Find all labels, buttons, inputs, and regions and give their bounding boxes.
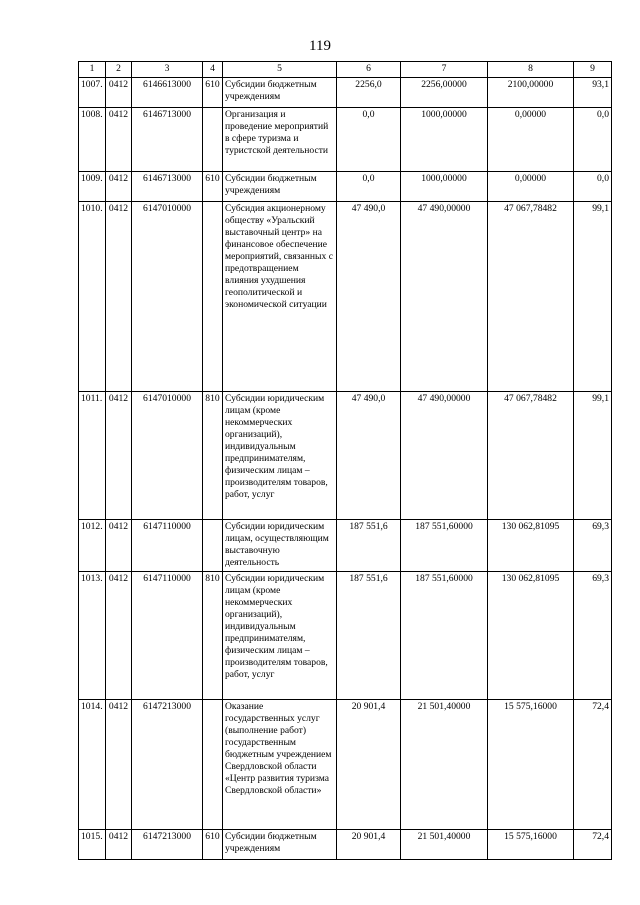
actual-amount-cell: 130 062,81095 <box>488 520 574 572</box>
section-code-cell: 0412 <box>106 202 132 392</box>
actual-amount-cell: 130 062,81095 <box>488 572 574 700</box>
expense-type-cell <box>203 108 223 172</box>
expense-type-cell: 610 <box>203 172 223 202</box>
column-header-3: 3 <box>132 62 203 78</box>
actual-amount-cell: 0,00000 <box>488 172 574 202</box>
plan-amount-cell: 47 490,0 <box>337 392 401 520</box>
revised-amount-cell: 2256,00000 <box>401 78 488 108</box>
table-row <box>79 700 612 830</box>
plan-amount-cell: 187 551,6 <box>337 520 401 572</box>
plan-amount-cell: 187 551,6 <box>337 572 401 700</box>
percent-cell: 0,0 <box>574 172 612 202</box>
name-cell: Организация и проведение мероприятий в сфере туризма и туристской деятельности <box>223 108 337 172</box>
name-cell: Субсидии юридическим лицам (кроме некоммерческих организаций), индивидуальным предпринимателям, физическим лицам – производителям товаров, работ, услуг <box>223 392 337 520</box>
plan-amount-cell: 2256,0 <box>337 78 401 108</box>
column-header-4: 4 <box>203 62 223 78</box>
section-code-cell: 0412 <box>106 172 132 202</box>
plan-amount-cell: 0,0 <box>337 172 401 202</box>
table-row <box>79 572 612 700</box>
percent-cell: 72,4 <box>574 700 612 830</box>
plan-amount-cell: 20 901,4 <box>337 830 401 860</box>
column-header-6: 6 <box>337 62 401 78</box>
row-number-cell: 1013. <box>79 572 106 700</box>
target-code-cell: 6146713000 <box>132 108 203 172</box>
target-code-cell: 6147213000 <box>132 830 203 860</box>
expense-type-cell <box>203 202 223 392</box>
percent-cell: 93,1 <box>574 78 612 108</box>
actual-amount-cell: 2100,00000 <box>488 78 574 108</box>
percent-cell: 99,1 <box>574 392 612 520</box>
table-header-row <box>79 62 612 78</box>
column-header-1: 1 <box>79 62 106 78</box>
actual-amount-cell: 15 575,16000 <box>488 700 574 830</box>
name-cell: Субсидии бюджетным учреждениям <box>223 830 337 860</box>
plan-amount-cell: 0,0 <box>337 108 401 172</box>
plan-amount-cell: 20 901,4 <box>337 700 401 830</box>
actual-amount-cell: 15 575,16000 <box>488 830 574 860</box>
percent-cell: 72,4 <box>574 830 612 860</box>
revised-amount-cell: 187 551,60000 <box>401 572 488 700</box>
row-number-cell: 1009. <box>79 172 106 202</box>
row-number-cell: 1011. <box>79 392 106 520</box>
target-code-cell: 6147010000 <box>132 392 203 520</box>
revised-amount-cell: 21 501,40000 <box>401 830 488 860</box>
revised-amount-cell: 47 490,00000 <box>401 202 488 392</box>
column-header-7: 7 <box>401 62 488 78</box>
table-row <box>79 202 612 392</box>
target-code-cell: 6147213000 <box>132 700 203 830</box>
section-code-cell: 0412 <box>106 392 132 520</box>
expense-type-cell: 610 <box>203 78 223 108</box>
percent-cell: 69,3 <box>574 572 612 700</box>
percent-cell: 69,3 <box>574 520 612 572</box>
target-code-cell: 6147110000 <box>132 520 203 572</box>
revised-amount-cell: 47 490,00000 <box>401 392 488 520</box>
column-header-9: 9 <box>574 62 612 78</box>
table-row <box>79 172 612 202</box>
name-cell: Субсидии юридическим лицам (кроме некоммерческих организаций), индивидуальным предпринимателям, физическим лицам – производителям товаров, работ, услуг <box>223 572 337 700</box>
target-code-cell: 6147110000 <box>132 572 203 700</box>
section-code-cell: 0412 <box>106 700 132 830</box>
expense-type-cell: 810 <box>203 572 223 700</box>
name-cell: Субсидии юридическим лицам, осуществляющим выставочную деятельность <box>223 520 337 572</box>
table-body <box>79 78 612 860</box>
actual-amount-cell: 47 067,78482 <box>488 392 574 520</box>
target-code-cell: 6146713000 <box>132 172 203 202</box>
row-number-cell: 1012. <box>79 520 106 572</box>
column-header-5: 5 <box>223 62 337 78</box>
name-cell: Субсидии бюджетным учреждениям <box>223 172 337 202</box>
expense-type-cell <box>203 520 223 572</box>
row-number-cell: 1007. <box>79 78 106 108</box>
revised-amount-cell: 1000,00000 <box>401 108 488 172</box>
table-row <box>79 78 612 108</box>
revised-amount-cell: 1000,00000 <box>401 172 488 202</box>
section-code-cell: 0412 <box>106 572 132 700</box>
row-number-cell: 1008. <box>79 108 106 172</box>
name-cell: Оказание государственных услуг (выполнение работ) государственным бюджетным учреждением Свердловской области «Центр развития туризма Свердловской области» <box>223 700 337 830</box>
target-code-cell: 6147010000 <box>132 202 203 392</box>
percent-cell: 99,1 <box>574 202 612 392</box>
section-code-cell: 0412 <box>106 78 132 108</box>
row-number-cell: 1015. <box>79 830 106 860</box>
expense-type-cell <box>203 700 223 830</box>
actual-amount-cell: 47 067,78482 <box>488 202 574 392</box>
section-code-cell: 0412 <box>106 830 132 860</box>
row-number-cell: 1010. <box>79 202 106 392</box>
section-code-cell: 0412 <box>106 520 132 572</box>
column-header-2: 2 <box>106 62 132 78</box>
table-row <box>79 520 612 572</box>
expense-type-cell: 810 <box>203 392 223 520</box>
budget-table <box>78 61 612 860</box>
plan-amount-cell: 47 490,0 <box>337 202 401 392</box>
target-code-cell: 6146613000 <box>132 78 203 108</box>
page-number: 119 <box>309 38 331 54</box>
percent-cell: 0,0 <box>574 108 612 172</box>
table-row <box>79 392 612 520</box>
row-number-cell: 1014. <box>79 700 106 830</box>
actual-amount-cell: 0,00000 <box>488 108 574 172</box>
revised-amount-cell: 187 551,60000 <box>401 520 488 572</box>
section-code-cell: 0412 <box>106 108 132 172</box>
name-cell: Субсидия акционерному обществу «Уральский выставочный центр» на финансовое обеспечение мероприятий, связанных с предотвращением влияния ухудшения геополитической и экономической ситуации <box>223 202 337 392</box>
table-row <box>79 108 612 172</box>
column-header-8: 8 <box>488 62 574 78</box>
table-row <box>79 830 612 860</box>
expense-type-cell: 610 <box>203 830 223 860</box>
name-cell: Субсидии бюджетным учреждениям <box>223 78 337 108</box>
revised-amount-cell: 21 501,40000 <box>401 700 488 830</box>
